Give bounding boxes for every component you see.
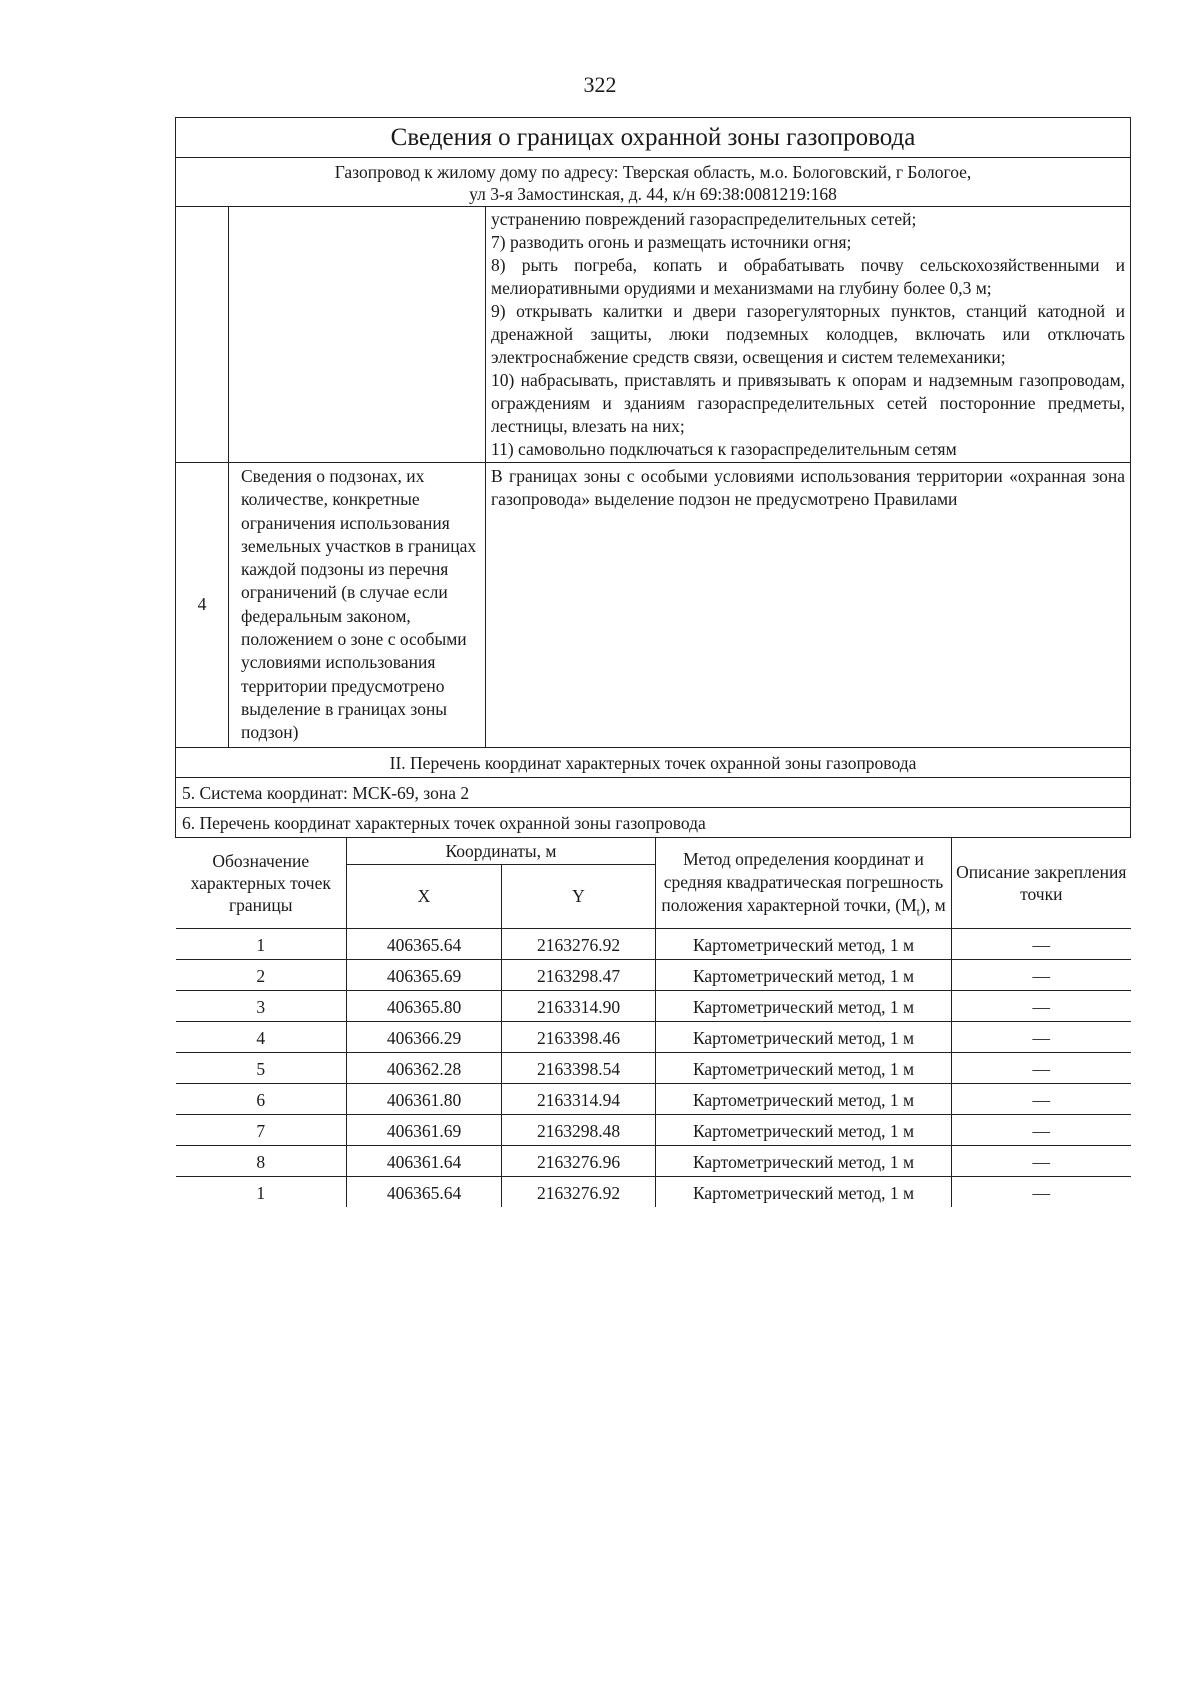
section-2-heading: II. Перечень координат характерных точек охранной зоны газопровода: [176, 747, 1131, 777]
zone-info-table: [175, 117, 1131, 1207]
subzones-value: В границах зоны с особыми условиями использования территории «охранная зона газопровода» выделение подзон не предусмотрено Правилами: [486, 463, 1131, 748]
table-row: [176, 959, 1131, 990]
restrictions-continuation: [486, 207, 1131, 463]
y-cell: 2163276.96: [502, 1145, 656, 1176]
point-cell: 7: [176, 1114, 347, 1145]
table-row: [176, 990, 1131, 1021]
header-point: Обозначение характерных точек границы: [176, 838, 347, 929]
point-cell: 8: [176, 1145, 347, 1176]
y-cell: 2163276.92: [502, 1176, 656, 1207]
x-cell: 406366.29: [347, 1021, 502, 1052]
header-y: Y: [502, 864, 656, 928]
method-cell: Картометрический метод, 1 м: [656, 1176, 952, 1207]
x-cell: 406365.64: [347, 1176, 502, 1207]
coordinate-system: 5. Система координат: МСК-69, зона 2: [176, 777, 1131, 807]
method-cell: Картометрический метод, 1 м: [656, 928, 952, 959]
header-coordinates: Координаты, м: [347, 838, 656, 865]
description-cell: —: [952, 1145, 1131, 1176]
row-number: 4: [176, 463, 229, 748]
coordinates-table-wrap: [176, 837, 1131, 1207]
continuation-number-cell: [176, 207, 229, 463]
subtitle-line-1: Газопровод к жилому дому по адресу: Тверская область, м.о. Бологовский, г Бологое,: [334, 162, 972, 182]
method-cell: Картометрический метод, 1 м: [656, 1145, 952, 1176]
point-cell: 4: [176, 1021, 347, 1052]
method-cell: Картометрический метод, 1 м: [656, 990, 952, 1021]
header-method: [656, 838, 952, 929]
y-cell: 2163314.90: [502, 990, 656, 1021]
description-cell: —: [952, 1021, 1131, 1052]
method-cell: Картометрический метод, 1 м: [656, 1083, 952, 1114]
table-row: [176, 1052, 1131, 1083]
x-cell: 406361.64: [347, 1145, 502, 1176]
description-cell: —: [952, 959, 1131, 990]
x-cell: 406362.28: [347, 1052, 502, 1083]
method-cell: Картометрический метод, 1 м: [656, 1114, 952, 1145]
page-number: 322: [583, 72, 617, 97]
description-cell: —: [952, 1176, 1131, 1207]
subzones-label: Сведения о подзонах, их количестве, конкретные ограничения использования земельных участков в границах каждой подзоны из перечня ограничений (в случае если федеральным законом, положением о зоне с особыми условиями использования территории предусмотрено выделение в границах зоны подзон): [229, 463, 486, 748]
header-method-unit: ), м: [920, 895, 946, 916]
x-cell: 406365.69: [347, 959, 502, 990]
y-cell: 2163398.46: [502, 1021, 656, 1052]
description-cell: —: [952, 1083, 1131, 1114]
y-cell: 2163314.94: [502, 1083, 656, 1114]
point-cell: 2: [176, 959, 347, 990]
table-row: [176, 928, 1131, 959]
restriction-line: 10) набрасывать, приставлять и привязывать к опорам и надземным газопроводам, ограждениям и зданиям газораспределительных сетей посторонние предметы, лестницы, влезать на них;: [491, 370, 1126, 436]
method-cell: Картометрический метод, 1 м: [656, 1052, 952, 1083]
table-row: [176, 1083, 1131, 1114]
header-x: X: [347, 864, 502, 928]
restriction-line: 7) разводить огонь и размещать источники огня;: [491, 232, 852, 252]
x-cell: 406361.80: [347, 1083, 502, 1114]
method-cell: Картометрический метод, 1 м: [656, 959, 952, 990]
method-cell: Картометрический метод, 1 м: [656, 1021, 952, 1052]
table-row: [176, 1176, 1131, 1207]
table-row: [176, 1145, 1131, 1176]
restriction-line: 9) открывать калитки и двери газорегуляторных пунктов, станций катодной и дренажной защиты, люки подземных колодцев, включать или отключать электроснабжение средств связи, освещения и систем телемеханики;: [491, 301, 1126, 367]
description-cell: —: [952, 1052, 1131, 1083]
x-cell: 406361.69: [347, 1114, 502, 1145]
restriction-line: 8) рыть погреба, копать и обрабатывать почву сельскохозяйственными и мелиоративными орудиями и механизмами на глубину более 0,3 м;: [491, 255, 1126, 298]
coordinates-header-row: [176, 838, 1131, 865]
x-cell: 406365.64: [347, 928, 502, 959]
continuation-row: [176, 207, 1131, 463]
coordinates-list-heading: 6. Перечень координат характерных точек охранной зоны газопровода: [176, 807, 1131, 837]
point-cell: 1: [176, 1176, 347, 1207]
document-title: Сведения о границах охранной зоны газопровода: [176, 118, 1131, 158]
point-cell: 6: [176, 1083, 347, 1114]
document-subtitle: [176, 158, 1131, 207]
restriction-line: устранению повреждений газораспределительных сетей;: [491, 209, 917, 229]
subtitle-line-2: ул 3-я Замостинская, д. 44, к/н 69:38:0081219:168: [469, 184, 837, 204]
header-method-text: Метод определения координат и средняя квадратическая погрешность положения характерной точки, (M: [661, 849, 944, 916]
table-row: [176, 1021, 1131, 1052]
subzones-row: [176, 463, 1131, 748]
point-cell: 5: [176, 1052, 347, 1083]
y-cell: 2163298.48: [502, 1114, 656, 1145]
point-cell: 1: [176, 928, 347, 959]
y-cell: 2163276.92: [502, 928, 656, 959]
restriction-line: 11) самовольно подключаться к газораспределительным сетям: [491, 439, 957, 459]
header-method-subscript: t: [916, 904, 921, 919]
description-cell: —: [952, 1114, 1131, 1145]
point-cell: 3: [176, 990, 347, 1021]
table-row: [176, 1114, 1131, 1145]
continuation-label-cell: [229, 207, 486, 463]
coordinates-table: [176, 838, 1131, 1207]
description-cell: —: [952, 928, 1131, 959]
header-description: Описание закрепления точки: [952, 838, 1131, 929]
x-cell: 406365.80: [347, 990, 502, 1021]
y-cell: 2163298.47: [502, 959, 656, 990]
description-cell: —: [952, 990, 1131, 1021]
y-cell: 2163398.54: [502, 1052, 656, 1083]
